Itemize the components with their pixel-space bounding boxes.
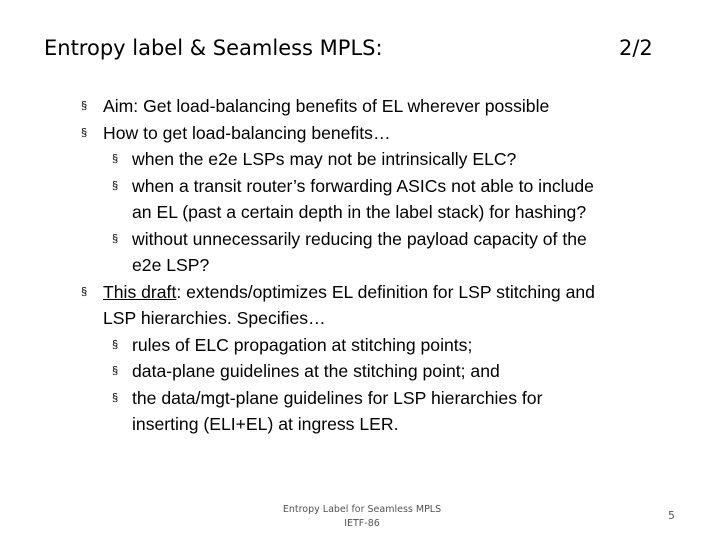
- bullet-marker-icon: §: [112, 365, 119, 377]
- bullet-text: How to get load-balancing benefits…: [103, 122, 391, 143]
- bullet-marker-icon: §: [112, 179, 119, 192]
- slide-footer: [262, 503, 462, 531]
- bullet-marker-icon: §: [81, 126, 88, 139]
- slide-page-fraction: 2/2: [619, 36, 653, 60]
- footer-title: Entropy Label for Seamless MPLS: [282, 504, 442, 515]
- sub-bullet-mgt-plane: [112, 385, 543, 412]
- bullet-text: when the e2e LSPs may not be intrinsically ELC?: [132, 149, 517, 169]
- sub-bullet-asic: [112, 173, 594, 200]
- bullet-how: [81, 120, 391, 147]
- bullet-text: data-plane guidelines at the stitching point; and: [132, 361, 500, 381]
- slide-number: 5: [668, 509, 675, 522]
- bullet-this-draft: [81, 279, 595, 306]
- bullet-text: : extends/optimizes EL definition for LSP stitching and: [176, 281, 595, 302]
- bullet-marker-icon: §: [112, 391, 119, 404]
- sub-bullet-mgt-plane-cont: inserting (ELI+EL) at ingress LER.: [132, 414, 399, 434]
- bullet-marker-icon: §: [81, 285, 88, 298]
- bullet-text: without unnecessarily reducing the payload capacity of the: [132, 228, 587, 249]
- sub-bullet-payload-cont: e2e LSP?: [132, 255, 210, 275]
- bullet-marker-icon: §: [81, 100, 88, 112]
- this-draft-link[interactable]: This draft: [103, 281, 177, 302]
- sub-bullet-payload: [112, 226, 587, 253]
- sub-bullet-data-plane: [112, 358, 500, 385]
- bullet-text: Aim: Get load-balancing benefits of EL wherever possible: [103, 96, 550, 116]
- bullet-text: rules of ELC propagation at stitching points;: [132, 334, 473, 355]
- footer-event: IETF-86: [344, 518, 380, 529]
- bullet-marker-icon: §: [112, 153, 119, 165]
- bullet-text: the data/mgt-plane guidelines for LSP hierarchies for: [132, 387, 543, 408]
- bullet-marker-icon: §: [112, 338, 119, 351]
- bullet-aim: [81, 93, 550, 120]
- sub-bullet-elc-rules: [112, 332, 473, 359]
- bullet-this-draft-cont: LSP hierarchies. Specifies…: [103, 308, 326, 328]
- sub-bullet-asic-cont: an EL (past a certain depth in the label stack) for hashing?: [132, 202, 587, 222]
- bullet-marker-icon: §: [112, 232, 119, 245]
- sub-bullet-e2e-elc: [112, 146, 517, 173]
- slide-title: Entropy label & Seamless MPLS:: [44, 36, 383, 60]
- bullet-text: when a transit router’s forwarding ASICs not able to include: [132, 175, 594, 196]
